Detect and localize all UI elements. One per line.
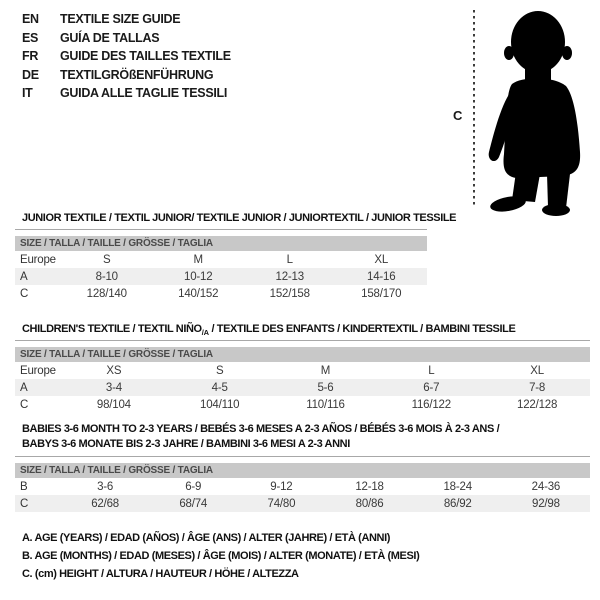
height-cell: 62/68 [91,497,119,510]
language-code: IT [22,86,33,101]
babies-heading-line1: BABIES 3-6 MONTH TO 2-3 YEARS / BEBÉS 3-6 MESES A 2-3 AÑOS / BÉBÉS 3-6 MOIS À 2-3 ANS / [22,423,500,435]
table-row [15,495,590,512]
legend-line-c: C. (cm) HEIGHT / ALTURA / HAUTEUR / HÖHE / ALTEZZA [22,568,299,581]
children-size-table [15,340,590,413]
height-cell: 92/98 [532,497,560,510]
age-cell: 6-9 [185,480,202,493]
size-cell: M [320,364,331,377]
children-table [15,362,590,413]
babies-section-heading [22,422,562,451]
row-label: A [20,270,28,283]
size-cell: L [286,253,293,266]
language-code: DE [22,67,39,82]
height-cell: 74/80 [267,497,296,510]
legend-line-b: B. AGE (MONTHS) / EDAD (MESES) / ÂGE (MOIS) / ALTER (MONATE) / ETÀ (MESI) [22,550,420,563]
children-heading-subscript: /A [201,328,209,338]
junior-table [15,251,427,302]
legend [22,529,419,584]
row-label: C [20,287,29,300]
row-label: Europe [20,364,56,377]
row-label: A [20,381,28,394]
language-row-es [22,29,231,48]
height-cell: 128/140 [86,287,127,300]
row-label: C [20,497,29,510]
babies-table [15,478,590,512]
language-code: EN [22,12,39,26]
language-label: TEXTILGRÖßENFÜHRUNG [60,67,214,82]
height-cell: 104/110 [200,398,240,411]
size-cell: S [103,253,111,266]
row-label: C [20,398,29,411]
height-cell: 68/74 [179,497,208,510]
height-cell: 152/158 [269,287,310,300]
table-row [15,268,427,285]
language-label: GUIDE DES TAILLES TEXTILE [60,49,231,64]
legend-line-a: A. AGE (YEARS) / EDAD (AÑOS) / ÂGE (ANS) / ALTER (JAHRE) / ETÀ (ANNI) [22,532,390,544]
junior-size-table [15,229,427,302]
height-cell: 158/170 [361,287,402,300]
size-header-bar: SIZE / TALLA / TAILLE / GRÖSSE / TAGLIA [15,463,590,478]
age-cell: 12-13 [275,270,304,283]
language-label: TEXTILE SIZE GUIDE [60,12,181,26]
height-marker-label: C [453,108,463,123]
size-cell: XS [106,364,122,377]
age-cell: 5-6 [317,381,334,394]
age-cell: 7-8 [529,381,546,394]
age-cell: 3-6 [97,480,114,493]
table-row [15,379,590,396]
size-cell: XL [374,253,389,266]
age-cell: 8-10 [95,270,118,283]
size-cell: M [193,253,203,266]
language-row-it [22,84,231,103]
baby-silhouette [489,11,580,216]
age-cell: 6-7 [423,381,440,394]
language-row-de [22,66,231,85]
table-row [15,478,590,495]
size-header-bar: SIZE / TALLA / TAILLE / GRÖSSE / TAGLIA [15,347,590,362]
age-cell: 4-5 [211,381,228,394]
height-cell: 140/152 [178,287,219,300]
height-cell: 98/104 [96,398,131,411]
age-cell: 9-12 [270,480,293,493]
age-cell: 14-16 [367,270,396,283]
table-row [15,362,590,379]
children-section-heading [22,323,515,337]
height-cell: 122/128 [517,398,558,411]
language-row-en [22,10,231,29]
language-label: GUIDA ALLE TAGLIE TESSILI [60,86,228,101]
language-list [22,10,231,103]
height-cell: 86/92 [443,497,472,510]
children-heading-text: CHILDREN'S TEXTILE / TEXTIL NIÑO [22,323,202,335]
age-cell: 12-18 [355,480,384,493]
height-cell: 110/116 [306,398,345,411]
size-cell: S [215,364,224,377]
table-row [15,396,590,413]
size-cell: XL [530,364,544,377]
babies-size-table [15,456,590,512]
language-code: FR [22,49,39,64]
row-label: Europe [20,253,56,266]
junior-section-heading: JUNIOR TEXTILE / TEXTIL JUNIOR/ TEXTILE JUNIOR / JUNIORTEXTIL / JUNIOR TESSILE [22,212,457,224]
babies-heading-line2: BABYS 3-6 MONATE BIS 2-3 JAHRE / BAMBINI 3-6 MESI A 2-3 ANNI [22,437,350,450]
children-heading-text: / TEXTILE DES ENFANTS / KINDERTEXTIL / BAMBINI TESSILE [208,323,516,335]
height-cell: 116/122 [411,398,451,411]
height-cell: 80/86 [355,497,384,510]
size-header-bar: SIZE / TALLA / TAILLE / GRÖSSE / TAGLIA [15,236,427,251]
age-cell: 10-12 [184,270,213,283]
row-label: B [20,480,28,493]
language-code: ES [22,30,39,45]
table-row [15,251,427,268]
baby-silhouette-figure [450,4,598,216]
table-row [15,285,427,302]
size-cell: L [428,364,435,377]
age-cell: 18-24 [443,480,472,493]
age-cell: 24-36 [531,480,561,493]
age-cell: 3-4 [105,381,122,394]
language-label: GUÍA DE TALLAS [60,30,160,45]
language-row-fr [22,47,231,66]
